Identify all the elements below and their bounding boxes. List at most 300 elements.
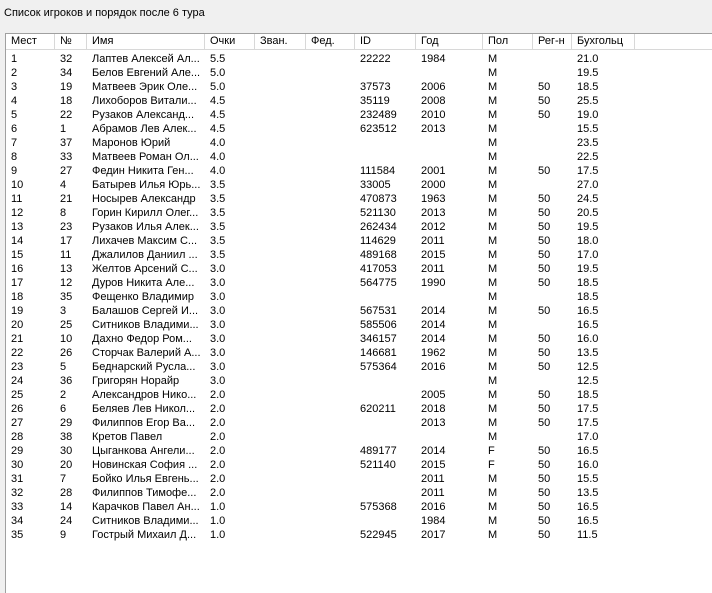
cell-id: 567531 [360,305,397,317]
cell-region: 50 [538,361,551,373]
cell-points: 2.0 [210,487,226,499]
cell-number: 32 [60,53,73,65]
table-row[interactable] [6,318,635,332]
table-row[interactable] [6,416,635,430]
table-row[interactable] [6,528,635,542]
cell-federation [306,164,355,178]
cell-number: 17 [60,235,73,247]
cell-title [255,346,306,360]
cell-federation [306,402,355,416]
cell-region: 50 [538,249,551,261]
column-header-place[interactable]: Мест [6,34,55,49]
table-row[interactable] [6,178,635,192]
cell-number: 38 [60,431,73,443]
window-caption: Список игроков и порядок после 6 тура [4,7,205,19]
cell-name: Беднарский Русла... [92,361,196,373]
cell-sex: M [488,361,498,373]
column-header-year[interactable]: Год [416,34,483,49]
cell-points: 3.0 [210,347,226,359]
cell-number: 23 [60,221,73,233]
column-header-filler [635,34,712,49]
cell-sex: M [488,67,498,79]
table-row[interactable] [6,108,635,122]
table-row[interactable] [6,374,635,388]
cell-name: Кретов Павел [92,431,163,443]
cell-year: 2016 [421,361,446,373]
cell-points: 3.5 [210,207,226,219]
cell-number: 13 [60,263,73,275]
table-row[interactable] [6,136,635,150]
table-row[interactable] [6,402,635,416]
cell-points: 4.0 [210,151,226,163]
cell-name: Филиппов Тимофе... [92,487,197,499]
cell-region: 50 [538,263,551,275]
cell-number: 10 [60,333,73,345]
cell-federation [306,374,355,388]
list-header [6,34,712,50]
cell-sex: M [488,263,498,275]
cell-name: Ситников Владими... [92,319,199,331]
cell-federation [306,514,355,528]
cell-points: 5.5 [210,53,226,65]
column-header-buchholz[interactable]: Бухгольц [572,34,635,49]
cell-place: 7 [11,137,18,149]
cell-number: 3 [60,305,67,317]
column-header-name[interactable]: Имя [87,34,205,49]
cell-points: 2.0 [210,459,226,471]
cell-region [533,52,572,66]
cell-number: 35 [60,291,73,303]
cell-federation [306,500,355,514]
cell-name: Александров Нико... [92,389,197,401]
cell-id: 111584 [360,165,396,177]
cell-federation [306,360,355,374]
cell-year: 1990 [421,277,446,289]
cell-region [533,66,572,80]
table-row[interactable] [6,248,635,262]
cell-name: Цыганкова Ангели... [92,445,195,457]
cell-place: 1 [11,53,18,65]
cell-title [255,472,306,486]
cell-region: 50 [538,81,551,93]
table-row[interactable] [6,150,635,164]
cell-place: 30 [11,459,24,471]
table-row[interactable] [6,192,635,206]
column-header-points[interactable]: Очки [205,34,255,49]
cell-federation [306,122,355,136]
cell-name: Матвеев Роман Ол... [92,151,199,163]
cell-name: Сторчак Валерий А... [92,347,201,359]
cell-year: 2010 [421,109,446,121]
cell-name: Григорян Норайр [92,375,180,387]
table-row[interactable] [6,458,635,472]
cell-title [255,136,306,150]
cell-sex: M [488,151,498,163]
cell-region: 50 [538,235,551,247]
cell-buchholz: 13.5 [577,487,599,499]
cell-federation [306,304,355,318]
cell-buchholz: 17.0 [577,431,599,443]
players-list[interactable] [5,33,712,593]
cell-id: 33005 [360,179,391,191]
cell-place: 17 [11,277,24,289]
cell-year: 2018 [421,403,446,415]
table-row[interactable] [6,164,635,178]
table-row[interactable] [6,276,635,290]
cell-points: 3.5 [210,179,226,191]
column-header-id[interactable]: ID [355,34,416,49]
cell-place: 14 [11,235,24,247]
cell-number: 1 [60,123,67,135]
cell-title [255,262,306,276]
cell-sex: M [488,487,498,499]
cell-number: 22 [60,109,73,121]
cell-region: 50 [538,207,551,219]
cell-year: 2017 [421,529,446,541]
cell-id: 146681 [360,347,397,359]
cell-year [416,290,483,304]
cell-name: Ситников Владими... [92,515,199,527]
cell-federation [306,192,355,206]
cell-points: 3.0 [210,291,226,303]
cell-number: 12 [60,277,73,289]
table-row[interactable] [6,122,635,136]
cell-buchholz: 18.5 [577,291,599,303]
cell-place: 18 [11,291,24,303]
cell-sex: M [488,207,498,219]
cell-id: 37573 [360,81,391,93]
column-header-title[interactable]: Зван. [255,34,306,49]
cell-id [355,388,416,402]
cell-id: 585506 [360,319,397,331]
cell-name: Дахно Федор Ром... [92,333,192,345]
cell-federation [306,150,355,164]
cell-title [255,444,306,458]
cell-id: 620211 [360,403,396,415]
cell-region: 50 [538,165,551,177]
cell-region [533,318,572,332]
cell-sex: M [488,305,498,317]
cell-title [255,248,306,262]
cell-id: 522945 [360,529,397,541]
cell-points: 3.0 [210,319,226,331]
cell-buchholz: 16.0 [577,333,599,345]
cell-number: 34 [60,67,73,79]
cell-place: 32 [11,487,24,499]
cell-sex: M [488,95,498,107]
cell-id [355,514,416,528]
cell-id: 489177 [360,445,397,457]
cell-title [255,52,306,66]
cell-sex: M [488,431,498,443]
cell-place: 34 [11,515,24,527]
cell-sex: F [488,459,495,471]
cell-buchholz: 27.0 [577,179,599,191]
cell-number: 26 [60,347,73,359]
cell-title [255,276,306,290]
cell-place: 20 [11,319,24,331]
column-header-region[interactable]: Рег-н [533,34,572,49]
table-row[interactable] [6,234,635,248]
cell-federation [306,262,355,276]
cell-title [255,500,306,514]
cell-year: 2014 [421,319,446,331]
table-row[interactable] [6,430,635,444]
cell-points: 3.5 [210,221,226,233]
cell-buchholz: 18.5 [577,389,599,401]
cell-number: 5 [60,361,67,373]
cell-year [416,150,483,164]
cell-buchholz: 16.5 [577,501,599,513]
cell-place: 25 [11,389,24,401]
column-header-federation[interactable]: Фед. [306,34,355,49]
cell-year: 2015 [421,249,446,261]
cell-id: 417053 [360,263,397,275]
table-row[interactable] [6,486,635,500]
cell-title [255,514,306,528]
cell-federation [306,206,355,220]
cell-federation [306,318,355,332]
cell-number: 24 [60,515,73,527]
cell-federation [306,94,355,108]
cell-region: 50 [538,193,551,205]
cell-buchholz: 18.5 [577,277,599,289]
cell-id: 575364 [360,361,397,373]
cell-title [255,528,306,542]
cell-name: Балашов Сергей И... [92,305,199,317]
cell-name: Горин Кирилл Олег... [92,207,199,219]
cell-place: 2 [11,67,18,79]
table-row[interactable] [6,304,635,318]
cell-region: 50 [538,109,551,121]
cell-number: 8 [60,207,67,219]
cell-year: 2006 [421,81,446,93]
cell-federation [306,416,355,430]
cell-year: 2008 [421,95,446,107]
cell-title [255,318,306,332]
cell-points: 5.0 [210,81,226,93]
cell-federation [306,486,355,500]
cell-id [355,136,416,150]
cell-name: Рузаков Александ... [92,109,195,121]
cell-buchholz: 11.5 [577,529,598,541]
cell-federation [306,276,355,290]
cell-federation [306,472,355,486]
cell-name: Беляев Лев Никол... [92,403,196,415]
cell-year: 1963 [421,193,446,205]
cell-buchholz: 22.5 [577,151,599,163]
cell-place: 10 [11,179,24,191]
table-row[interactable] [6,360,635,374]
cell-federation [306,290,355,304]
cell-number: 14 [60,501,73,513]
cell-region [533,178,572,192]
table-row[interactable] [6,472,635,486]
cell-federation [306,528,355,542]
cell-id [355,150,416,164]
cell-name: Рузаков Илья Алек... [92,221,199,233]
table-row[interactable] [6,66,635,80]
cell-name: Абрамов Лев Алек... [92,123,197,135]
cell-year: 2012 [421,221,446,233]
cell-number: 19 [60,81,73,93]
cell-sex: M [488,515,498,527]
cell-year [416,66,483,80]
table-row[interactable] [6,444,635,458]
table-row[interactable] [6,514,635,528]
cell-title [255,360,306,374]
cell-points: 2.0 [210,417,226,429]
table-row[interactable] [6,80,635,94]
cell-title [255,416,306,430]
cell-number: 21 [60,193,73,205]
cell-id [355,472,416,486]
cell-points: 3.0 [210,277,226,289]
table-row[interactable] [6,262,635,276]
cell-year: 2014 [421,445,446,457]
cell-sex: M [488,417,498,429]
cell-place: 31 [11,473,24,485]
cell-year: 2001 [421,165,446,177]
cell-federation [306,234,355,248]
cell-id: 346157 [360,333,397,345]
cell-buchholz: 18.5 [577,81,599,93]
cell-sex: M [488,375,498,387]
cell-points: 3.0 [210,333,226,345]
table-row[interactable] [6,52,635,66]
cell-buchholz: 25.5 [577,95,599,107]
cell-name: Белов Евгений Але... [92,67,201,79]
cell-number: 4 [60,179,67,191]
cell-title [255,206,306,220]
cell-id [355,486,416,500]
column-header-sex[interactable]: Пол [483,34,533,49]
cell-region: 50 [538,95,551,107]
cell-name: Желтов Арсений С... [92,263,198,275]
cell-region: 50 [538,515,551,527]
cell-name: Гострый Михаил Д... [92,529,197,541]
cell-place: 29 [11,445,24,457]
cell-sex: M [488,81,498,93]
cell-year: 2005 [421,389,446,401]
cell-name: Маронов Юрий [92,137,171,149]
cell-title [255,178,306,192]
cell-place: 13 [11,221,24,233]
cell-title [255,122,306,136]
cell-federation [306,332,355,346]
table-row[interactable] [6,332,635,346]
cell-points: 4.5 [210,123,226,135]
cell-buchholz: 16.5 [577,445,599,457]
cell-buchholz: 19.0 [577,109,599,121]
cell-title [255,486,306,500]
cell-sex: M [488,403,498,415]
column-header-number[interactable]: № [55,34,87,49]
cell-year: 2014 [421,305,446,317]
cell-region: 50 [538,417,551,429]
cell-buchholz: 21.0 [577,53,599,65]
cell-place: 3 [11,81,18,93]
cell-points: 1.0 [210,515,226,527]
cell-federation [306,108,355,122]
cell-place: 15 [11,249,24,261]
cell-region: 50 [538,221,551,233]
cell-number: 25 [60,319,73,331]
cell-title [255,402,306,416]
cell-year: 2013 [421,207,446,219]
cell-points: 1.0 [210,529,226,541]
cell-buchholz: 15.5 [577,123,599,135]
cell-number: 2 [60,389,67,401]
cell-sex: M [488,277,498,289]
cell-place: 28 [11,431,24,443]
cell-region: 50 [538,529,551,541]
table-row[interactable] [6,94,635,108]
cell-name: Дуров Никита Але... [92,277,195,289]
cell-federation [306,178,355,192]
cell-year [416,430,483,444]
cell-name: Филиппов Егор Ва... [92,417,196,429]
table-row[interactable] [6,290,635,304]
cell-points: 2.0 [210,389,226,401]
cell-buchholz: 19.5 [577,221,599,233]
cell-place: 23 [11,361,24,373]
table-row[interactable] [6,220,635,234]
cell-sex: M [488,333,498,345]
cell-name: Карачков Павел Ан... [92,501,200,513]
cell-number: 29 [60,417,73,429]
cell-sex: M [488,389,498,401]
cell-sex: M [488,347,498,359]
cell-place: 9 [11,165,18,177]
cell-region [533,136,572,150]
cell-buchholz: 18.0 [577,235,599,247]
cell-points: 4.5 [210,95,226,107]
cell-number: 18 [60,95,73,107]
cell-id [355,416,416,430]
cell-title [255,164,306,178]
cell-title [255,220,306,234]
cell-buchholz: 12.5 [577,361,599,373]
cell-buchholz: 16.5 [577,305,599,317]
cell-year: 2015 [421,459,446,471]
cell-buchholz: 19.5 [577,67,599,79]
table-row[interactable] [6,388,635,402]
cell-title [255,430,306,444]
table-row[interactable] [6,206,635,220]
cell-id [355,430,416,444]
cell-place: 24 [11,375,24,387]
cell-buchholz: 19.5 [577,263,599,275]
cell-title [255,192,306,206]
cell-sex: M [488,137,498,149]
cell-region: 50 [538,305,551,317]
cell-number: 20 [60,459,73,471]
table-row[interactable] [6,346,635,360]
cell-sex: F [488,445,495,457]
cell-points: 4.0 [210,165,226,177]
cell-region [533,122,572,136]
table-row[interactable] [6,500,635,514]
cell-sex: M [488,193,498,205]
cell-sex: M [488,123,498,135]
cell-number: 7 [60,473,67,485]
cell-points: 3.5 [210,235,226,247]
cell-points: 5.0 [210,67,226,79]
cell-name: Новинская София ... [92,459,198,471]
cell-title [255,94,306,108]
cell-year: 2011 [421,473,445,485]
